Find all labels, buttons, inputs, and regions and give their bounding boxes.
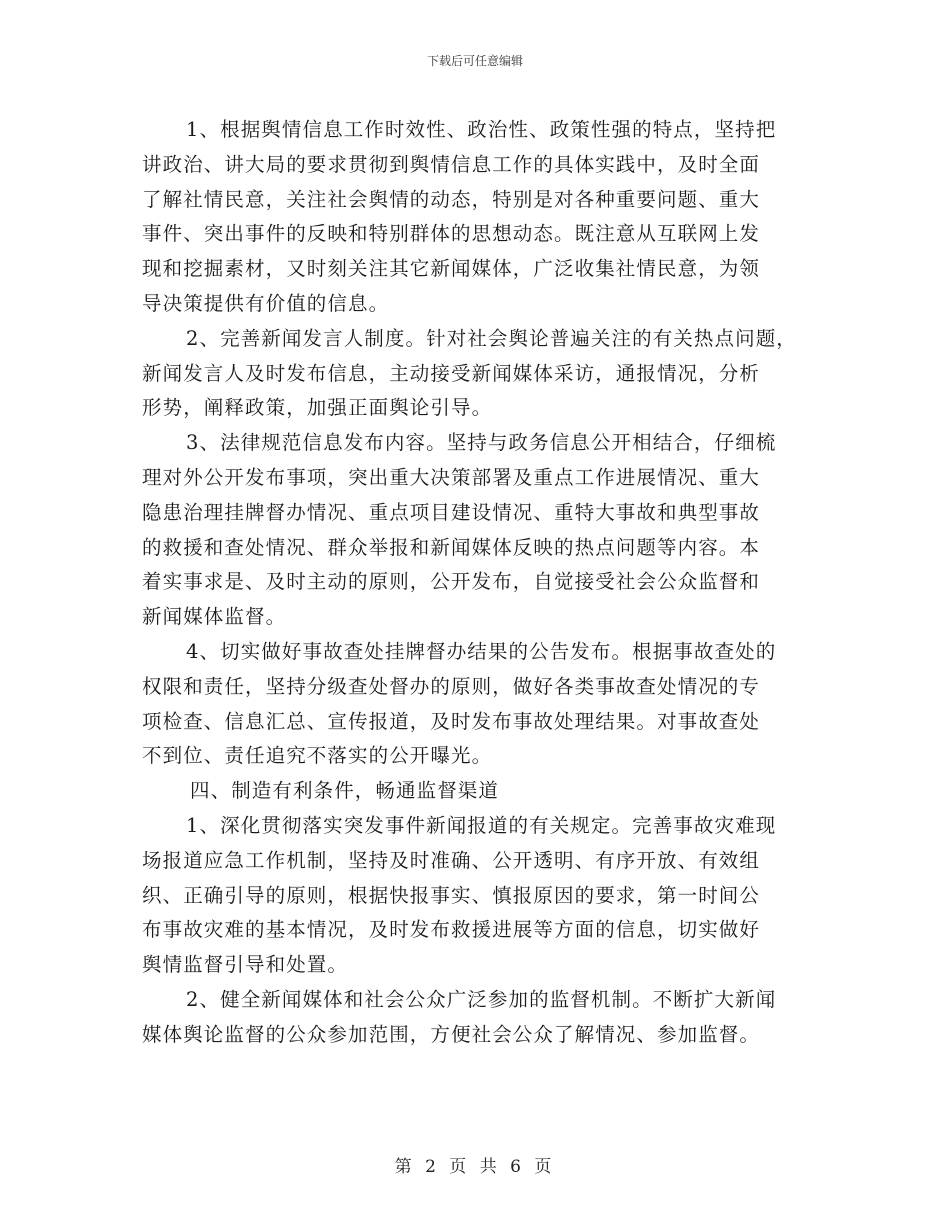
paragraph bbox=[142, 983, 814, 1053]
paragraph bbox=[142, 426, 814, 635]
text-line: 4、切实做好事故查处挂牌督办结果的公告发布。根据事故查处的 bbox=[186, 639, 777, 663]
paragraph bbox=[142, 635, 814, 774]
text-line: 理对外公开发布事项，突出重大决策部署及重点工作进展情况、重大 bbox=[142, 465, 761, 489]
text-line: 隐患治理挂牌督办情况、重点项目建设情况、重特大事故和典型事故 bbox=[142, 500, 761, 524]
text-line: 了解社情民意，关注社会舆情的动态，特别是对各种重要问题、重大 bbox=[142, 187, 761, 211]
paragraph bbox=[142, 322, 814, 426]
text-line: 媒体舆论监督的公众参加范围，方便社会公众了解情况、参加监督。 bbox=[142, 1022, 761, 1046]
text-line: 1、根据舆情信息工作时效性、政治性、政策性强的特点，坚持把 bbox=[186, 118, 777, 141]
document-body bbox=[142, 113, 814, 1053]
text-line: 2、健全新闻媒体和社会公众广泛参加的监督机制。不断扩大新闻 bbox=[186, 987, 777, 1011]
text-line: 3、法律规范信息发布内容。坚持与政务信息公开相结合，仔细梳 bbox=[186, 431, 777, 455]
text-line: 形势，阐释政策，加强正面舆论引导。 bbox=[142, 396, 493, 420]
text-line: 的救援和查处情况、群众举报和新闻媒体反映的热点问题等内容。本 bbox=[142, 535, 761, 559]
text-line: 1、深化贯彻落实突发事件新闻报道的有关规定。完善事故灾难现 bbox=[186, 813, 777, 837]
text-line: 现和挖掘素材，又时刻关注其它新闻媒体，广泛收集社情民意，为领 bbox=[142, 257, 761, 281]
text-line: 舆情监督引导和处置。 bbox=[142, 953, 349, 977]
section-heading-text: 四、制造有利条件，畅通监督渠道 bbox=[190, 779, 500, 803]
text-line: 着实事求是、及时主动的原则，公开发布，自觉接受社会公众监督和 bbox=[142, 570, 761, 594]
text-line: 事件、突出事件的反映和特别群体的思想动态。既注意从互联网上发 bbox=[142, 222, 761, 246]
page-number: 第 2 页 共 6 页 bbox=[394, 1157, 556, 1177]
page-header-note: 下载后可任意编辑 bbox=[426, 54, 523, 68]
section-heading bbox=[142, 774, 814, 809]
paragraph bbox=[142, 809, 814, 983]
text-line: 2、完善新闻发言人制度。针对社会舆论普遍关注的有关热点问题， bbox=[186, 326, 797, 350]
text-line: 权限和责任，坚持分级查处督办的原则，做好各类事故查处情况的专 bbox=[142, 674, 761, 698]
text-line: 场报道应急工作机制，坚持及时准确、公开透明、有序开放、有效组 bbox=[142, 848, 761, 872]
paragraph bbox=[142, 113, 814, 322]
text-line: 新闻发言人及时发布信息，主动接受新闻媒体采访，通报情况，分析 bbox=[142, 361, 761, 385]
text-line: 项检查、信息汇总、宣传报道，及时发布事故处理结果。对事故查处 bbox=[142, 709, 761, 733]
text-line: 导决策提供有价值的信息。 bbox=[142, 291, 390, 315]
text-line: 布事故灾难的基本情况，及时发布救援进展等方面的信息，切实做好 bbox=[142, 918, 761, 942]
text-line: 织、正确引导的原则，根据快报事实、慎报原因的要求，第一时间公 bbox=[142, 883, 761, 907]
text-line: 新闻媒体监督。 bbox=[142, 605, 287, 629]
text-line: 不到位、责任追究不落实的公开曝光。 bbox=[142, 744, 493, 768]
text-line: 讲政治、讲大局的要求贯彻到舆情信息工作的具体实践中，及时全面 bbox=[142, 152, 761, 176]
